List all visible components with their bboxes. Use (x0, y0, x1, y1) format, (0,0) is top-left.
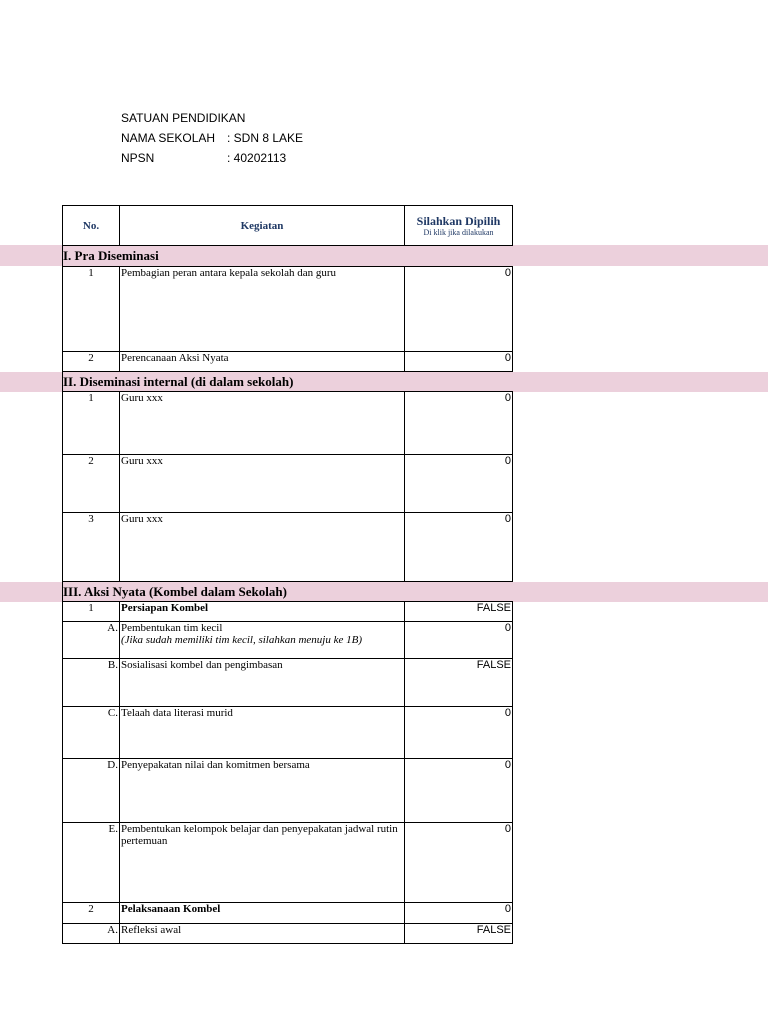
row-activity: Sosialisasi kombel dan pengimbasan (120, 659, 405, 707)
table-row (63, 392, 513, 455)
table-row (63, 659, 513, 707)
row-letter: C. (63, 707, 120, 759)
npsn-line (121, 151, 286, 165)
row-letter: E. (63, 823, 120, 903)
row-activity: Pelaksanaan Kombel (120, 903, 405, 924)
row-checkbox-value[interactable]: 0 (405, 823, 513, 903)
npsn-value: : 40202113 (227, 151, 287, 165)
row-activity: Guru xxx (120, 392, 405, 455)
section-title-3: III. Aksi Nyata (Kombel dalam Sekolah) (63, 582, 513, 602)
row-activity: Refleksi awal (120, 924, 405, 944)
col-no-header: No. (63, 206, 120, 246)
section-title-2: II. Diseminasi internal (di dalam sekolah) (63, 372, 513, 392)
row-number: 1 (63, 602, 120, 622)
row-checkbox-value[interactable]: 0 (405, 622, 513, 659)
row-checkbox-value[interactable]: FALSE (405, 659, 513, 707)
row-letter: A. (63, 622, 120, 659)
table-row (63, 455, 513, 513)
row-activity-note: (Jika sudah memiliki tim kecil, silahkan menuju ke 1B) (121, 634, 363, 646)
row-checkbox-value[interactable]: 0 (405, 352, 513, 372)
nama-sekolah-label: NAMA SEKOLAH (121, 131, 216, 145)
row-checkbox-value[interactable]: 0 (405, 392, 513, 455)
satuan-pendidikan-label: SATUAN PENDIDIKAN (121, 111, 246, 125)
row-checkbox-value[interactable]: 0 (405, 455, 513, 513)
kegiatan-table (62, 205, 513, 944)
section-row-3 (63, 582, 513, 602)
table-row (63, 707, 513, 759)
row-letter: A. (63, 924, 120, 944)
col-pilih-subtitle: Di klik jika dilakukan (423, 227, 494, 237)
section-row-2 (63, 372, 513, 392)
row-checkbox-value[interactable]: 0 (405, 267, 513, 352)
row-activity-cell (120, 622, 405, 659)
table-row (63, 622, 513, 659)
row-letter: B. (63, 659, 120, 707)
nama-sekolah-value: : SDN 8 LAKE (227, 131, 304, 145)
row-checkbox-value[interactable]: 0 (405, 903, 513, 924)
row-checkbox-value[interactable]: 0 (405, 707, 513, 759)
row-activity: Pembagian peran antara kepala sekolah dan guru (120, 267, 405, 352)
row-activity: Persiapan Kombel (120, 602, 405, 622)
table-row (63, 924, 513, 944)
table-row (63, 903, 513, 924)
col-pilih-title: Silahkan Dipilih (416, 213, 501, 228)
npsn-label: NPSN (121, 151, 155, 165)
row-checkbox-value[interactable]: 0 (405, 759, 513, 823)
nama-sekolah-line (121, 131, 303, 145)
row-activity: Guru xxx (120, 513, 405, 582)
section-row-1 (63, 246, 513, 267)
row-activity: Penyepakatan nilai dan komitmen bersama (120, 759, 405, 823)
row-number: 1 (63, 392, 120, 455)
row-number: 1 (63, 267, 120, 352)
table-row (63, 602, 513, 622)
table-row (63, 759, 513, 823)
row-activity: Telaah data literasi murid (120, 707, 405, 759)
row-activity: Pembentukan tim kecil (121, 622, 223, 634)
row-number: 2 (63, 903, 120, 924)
row-activity: Pembentukan kelompok belajar dan penyepakatan jadwal rutin pertemuan (120, 823, 405, 903)
row-activity: Perencanaan Aksi Nyata (120, 352, 405, 372)
row-checkbox-value[interactable]: FALSE (405, 924, 513, 944)
row-checkbox-value[interactable]: 0 (405, 513, 513, 582)
col-pilih-header (405, 206, 513, 246)
row-number: 3 (63, 513, 120, 582)
col-kegiatan-header: Kegiatan (120, 206, 405, 246)
table-row (63, 352, 513, 372)
row-checkbox-value[interactable]: FALSE (405, 602, 513, 622)
row-letter: D. (63, 759, 120, 823)
table-header-row (63, 206, 513, 246)
section-title-1: I. Pra Diseminasi (63, 246, 513, 267)
row-activity: Guru xxx (120, 455, 405, 513)
table-row (63, 267, 513, 352)
table-row (63, 513, 513, 582)
row-number: 2 (63, 455, 120, 513)
table-row (63, 823, 513, 903)
row-number: 2 (63, 352, 120, 372)
